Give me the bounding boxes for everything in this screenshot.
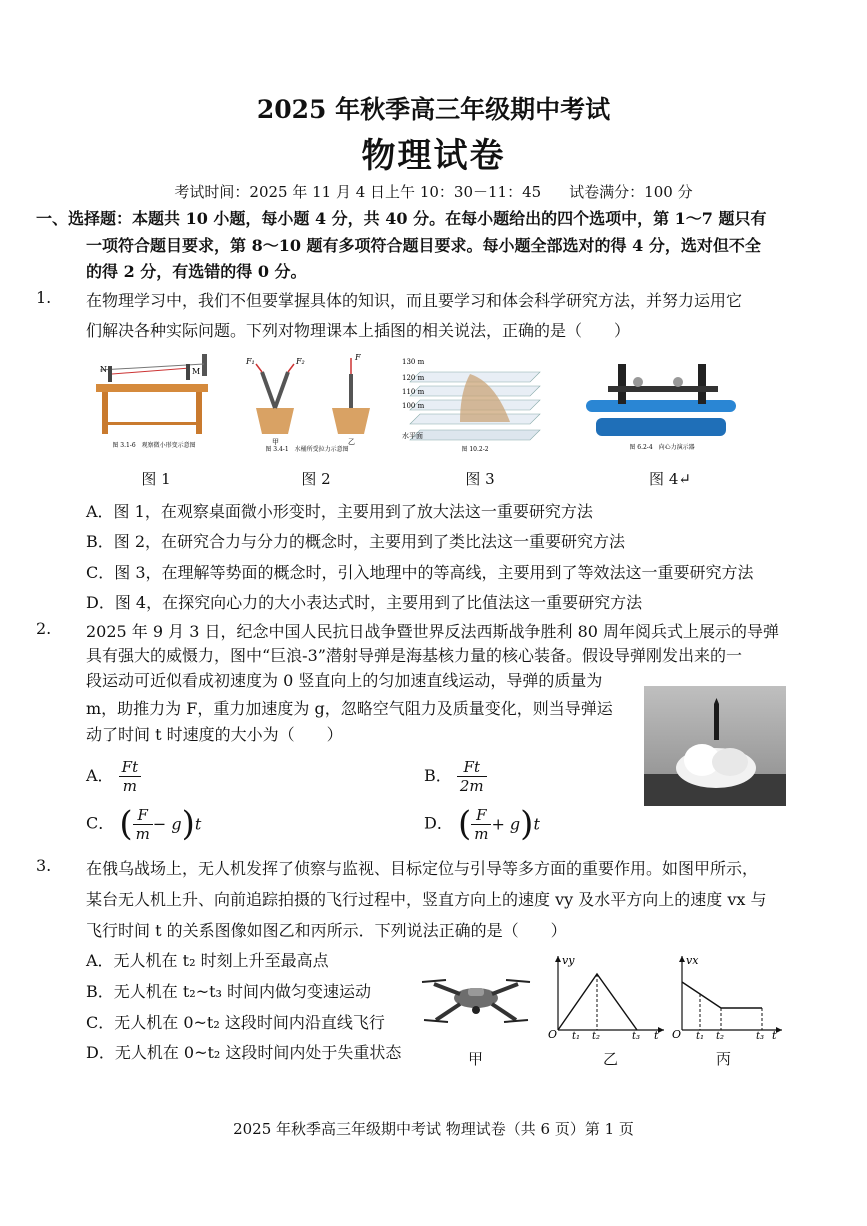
question-text: 在物理学习中，我们不但要掌握具体的知识，而且要学习和体会科学研究方法，并努力运用它 (86, 291, 743, 310)
figure-2-buckets (232, 352, 382, 452)
fig1-label-n: N (100, 365, 107, 374)
fig1-caption: 图 3.1-6 观察微小形变示意图 (112, 442, 196, 449)
fig3-label-130: 130 m (402, 358, 425, 366)
graph-vx-t1: t₁ (696, 1031, 705, 1040)
fig1-label-m: M (192, 367, 201, 376)
exam-title: 2025 年秋季高三年级期中考试 (256, 95, 611, 124)
drone-image (420, 964, 532, 1034)
missile-photo (644, 686, 786, 806)
figure-3-label: 图 3 (465, 470, 495, 488)
figure-2-label: 图 2 (301, 470, 331, 488)
exam-meta (0, 181, 867, 202)
caption-jia: 甲 (468, 1050, 484, 1068)
figure-1-table (90, 352, 218, 452)
fig2-label-yi: 乙 (348, 438, 355, 446)
fig3-label-100: 100 m (402, 402, 425, 410)
graph-vy-t2: t₂ (592, 1031, 601, 1040)
question-text: 们解决各种实际问题。下列对物理课本上插图的相关说法，正确的是（ ） (86, 321, 631, 340)
graph-vy-ylabel: vy (562, 954, 575, 967)
q2-b-fraction: $\frac{Ft}{2m}$ (457, 758, 487, 795)
fig2-label-jia: 甲 (272, 438, 279, 446)
question-text: 具有强大的威慑力，图中“巨浪-3”潜射导弹是海基核力量的核心装备。假设导弹刚发出来的一 (86, 646, 742, 665)
figure-1-label: 图 1 (141, 470, 171, 488)
section-text-line: 一项符合题目要求，第 8～10 题有多项符合题目要求。每小题全部选对的得 4 分，选对但不全 (86, 236, 761, 255)
q3-option-d: D．无人机在 0~t₂ 这段时间内处于失重状态 (86, 1043, 402, 1062)
figure-4-label: 图 4↵ (649, 470, 691, 488)
fig3-label-plane: 水平面 (402, 432, 423, 440)
section-heading: 一、选择题：本题共 10 小题，每小题 4 分，共 40 分。在每小题给出的四个选项中，第 1～7 题只有 (36, 209, 767, 228)
question-text: 动了时间 t 时速度的大小为（ ） (86, 725, 343, 744)
fig3-label-120: 120 m (402, 374, 425, 382)
caption-yi: 乙 (603, 1050, 619, 1068)
figure-3-contours (400, 352, 550, 452)
q1-option-b: B．图 2，在研究合力与分力的概念时，主要用到了类比法这一重要研究方法 (86, 532, 626, 551)
fig3-caption: 图 10.2-2 (461, 446, 489, 452)
q2-option-b: B． $\frac{Ft}{2m}$ (424, 758, 487, 795)
graph-vx (670, 950, 785, 1040)
subject-title: 物理试卷 (361, 136, 506, 176)
graph-vy-t1: t₁ (572, 1031, 581, 1040)
graph-vy (546, 950, 668, 1040)
graph-vx-ylabel: vx (686, 954, 699, 967)
q1-option-a: A．图 1，在观察桌面微小形变时，主要用到了放大法这一重要研究方法 (86, 502, 593, 521)
question-text: 段运动可近似看成初速度为 0 竖直向上的匀加速直线运动，导弹的质量为 (86, 671, 603, 690)
fig2-label-f1: F₁ (246, 357, 255, 366)
fig2-caption: 图 3.4-1 水桶所受拉力示意图 (265, 446, 349, 452)
question-number: 3. (36, 856, 52, 875)
graph-vy-t3: t₃ (632, 1031, 641, 1040)
q2-option-c: C． ( $\frac{F}{m}$ − g)t (86, 804, 202, 844)
graph-vx-origin: O (672, 1028, 682, 1040)
q2-d-fraction: $\frac{F}{m}$ (471, 806, 491, 843)
q1-option-d: D．图 4，在探究向心力的大小表达式时，主要用到了比值法这一重要研究方法 (86, 593, 643, 612)
question-text: 2025 年 9 月 3 日，纪念中国人民抗日战争暨世界反法西斯战争胜利 80 周年阅兵式上展示的导弹 (86, 622, 780, 641)
graph-vy-xlabel: t (654, 1029, 659, 1040)
question-text: m，助推力为 F，重力加速度为 g，忽略空气阻力及质量变化，则当导弹运 (86, 699, 613, 718)
q3-option-b: B．无人机在 t₂~t₃ 时间内做匀变速运动 (86, 982, 372, 1001)
figure-4-demonstrator (578, 352, 748, 452)
q2-option-d: D． ( $\frac{F}{m}$ + g)t (424, 804, 540, 844)
question-number: 2. (36, 619, 52, 638)
question-text: 在俄乌战场上，无人机发挥了侦察与监视、目标定位与引导等多方面的重要作用。如图甲所示， (86, 859, 759, 878)
caption-bing: 丙 (716, 1050, 732, 1068)
fig2-label-f2: F₂ (296, 357, 305, 366)
graph-vy-origin: O (548, 1028, 558, 1040)
q3-option-a: A．无人机在 t₂ 时刻上升至最高点 (86, 951, 329, 970)
fig2-label-f: F (355, 353, 361, 362)
q2-c-fraction: $\frac{F}{m}$ (133, 806, 153, 843)
page-footer: 2025 年秋季高三年级期中考试 物理试卷（共 6 页）第 1 页 (233, 1120, 634, 1138)
q1-option-c: C．图 3，在理解等势面的概念时，引入地理中的等高线，主要用到了等效法这一重要研究方法 (86, 563, 754, 582)
exam-score: 试卷满分：100 分 (569, 183, 693, 201)
question-text: 某台无人机上升、向前追踪拍摄的飞行过程中，竖直方向上的速度 vy 及水平方向上的速度 vx 与 (86, 890, 767, 909)
graph-vx-xlabel: t (772, 1029, 777, 1040)
question-text: 飞行时间 t 的关系图像如图乙和丙所示．下列说法正确的是（ ） (86, 921, 567, 940)
q2-a-fraction: $\frac{Ft}{m}$ (119, 758, 141, 795)
q2-option-a: A． $\frac{Ft}{m}$ (86, 758, 141, 795)
fig3-label-110: 110 m (402, 388, 425, 396)
q3-option-c: C．无人机在 0~t₂ 这段时间内沿直线飞行 (86, 1013, 385, 1032)
question-number: 1. (36, 288, 52, 307)
graph-vx-t2: t₂ (716, 1031, 725, 1040)
graph-vx-t3: t₃ (756, 1031, 765, 1040)
exam-time: 考试时间：2025 年 11 月 4 日上午 10：30－11：45 (174, 183, 542, 201)
section-text-line: 的得 2 分，有选错的得 0 分。 (86, 262, 307, 281)
fig4-caption: 图 6.2-4 向心力演示器 (629, 444, 695, 451)
